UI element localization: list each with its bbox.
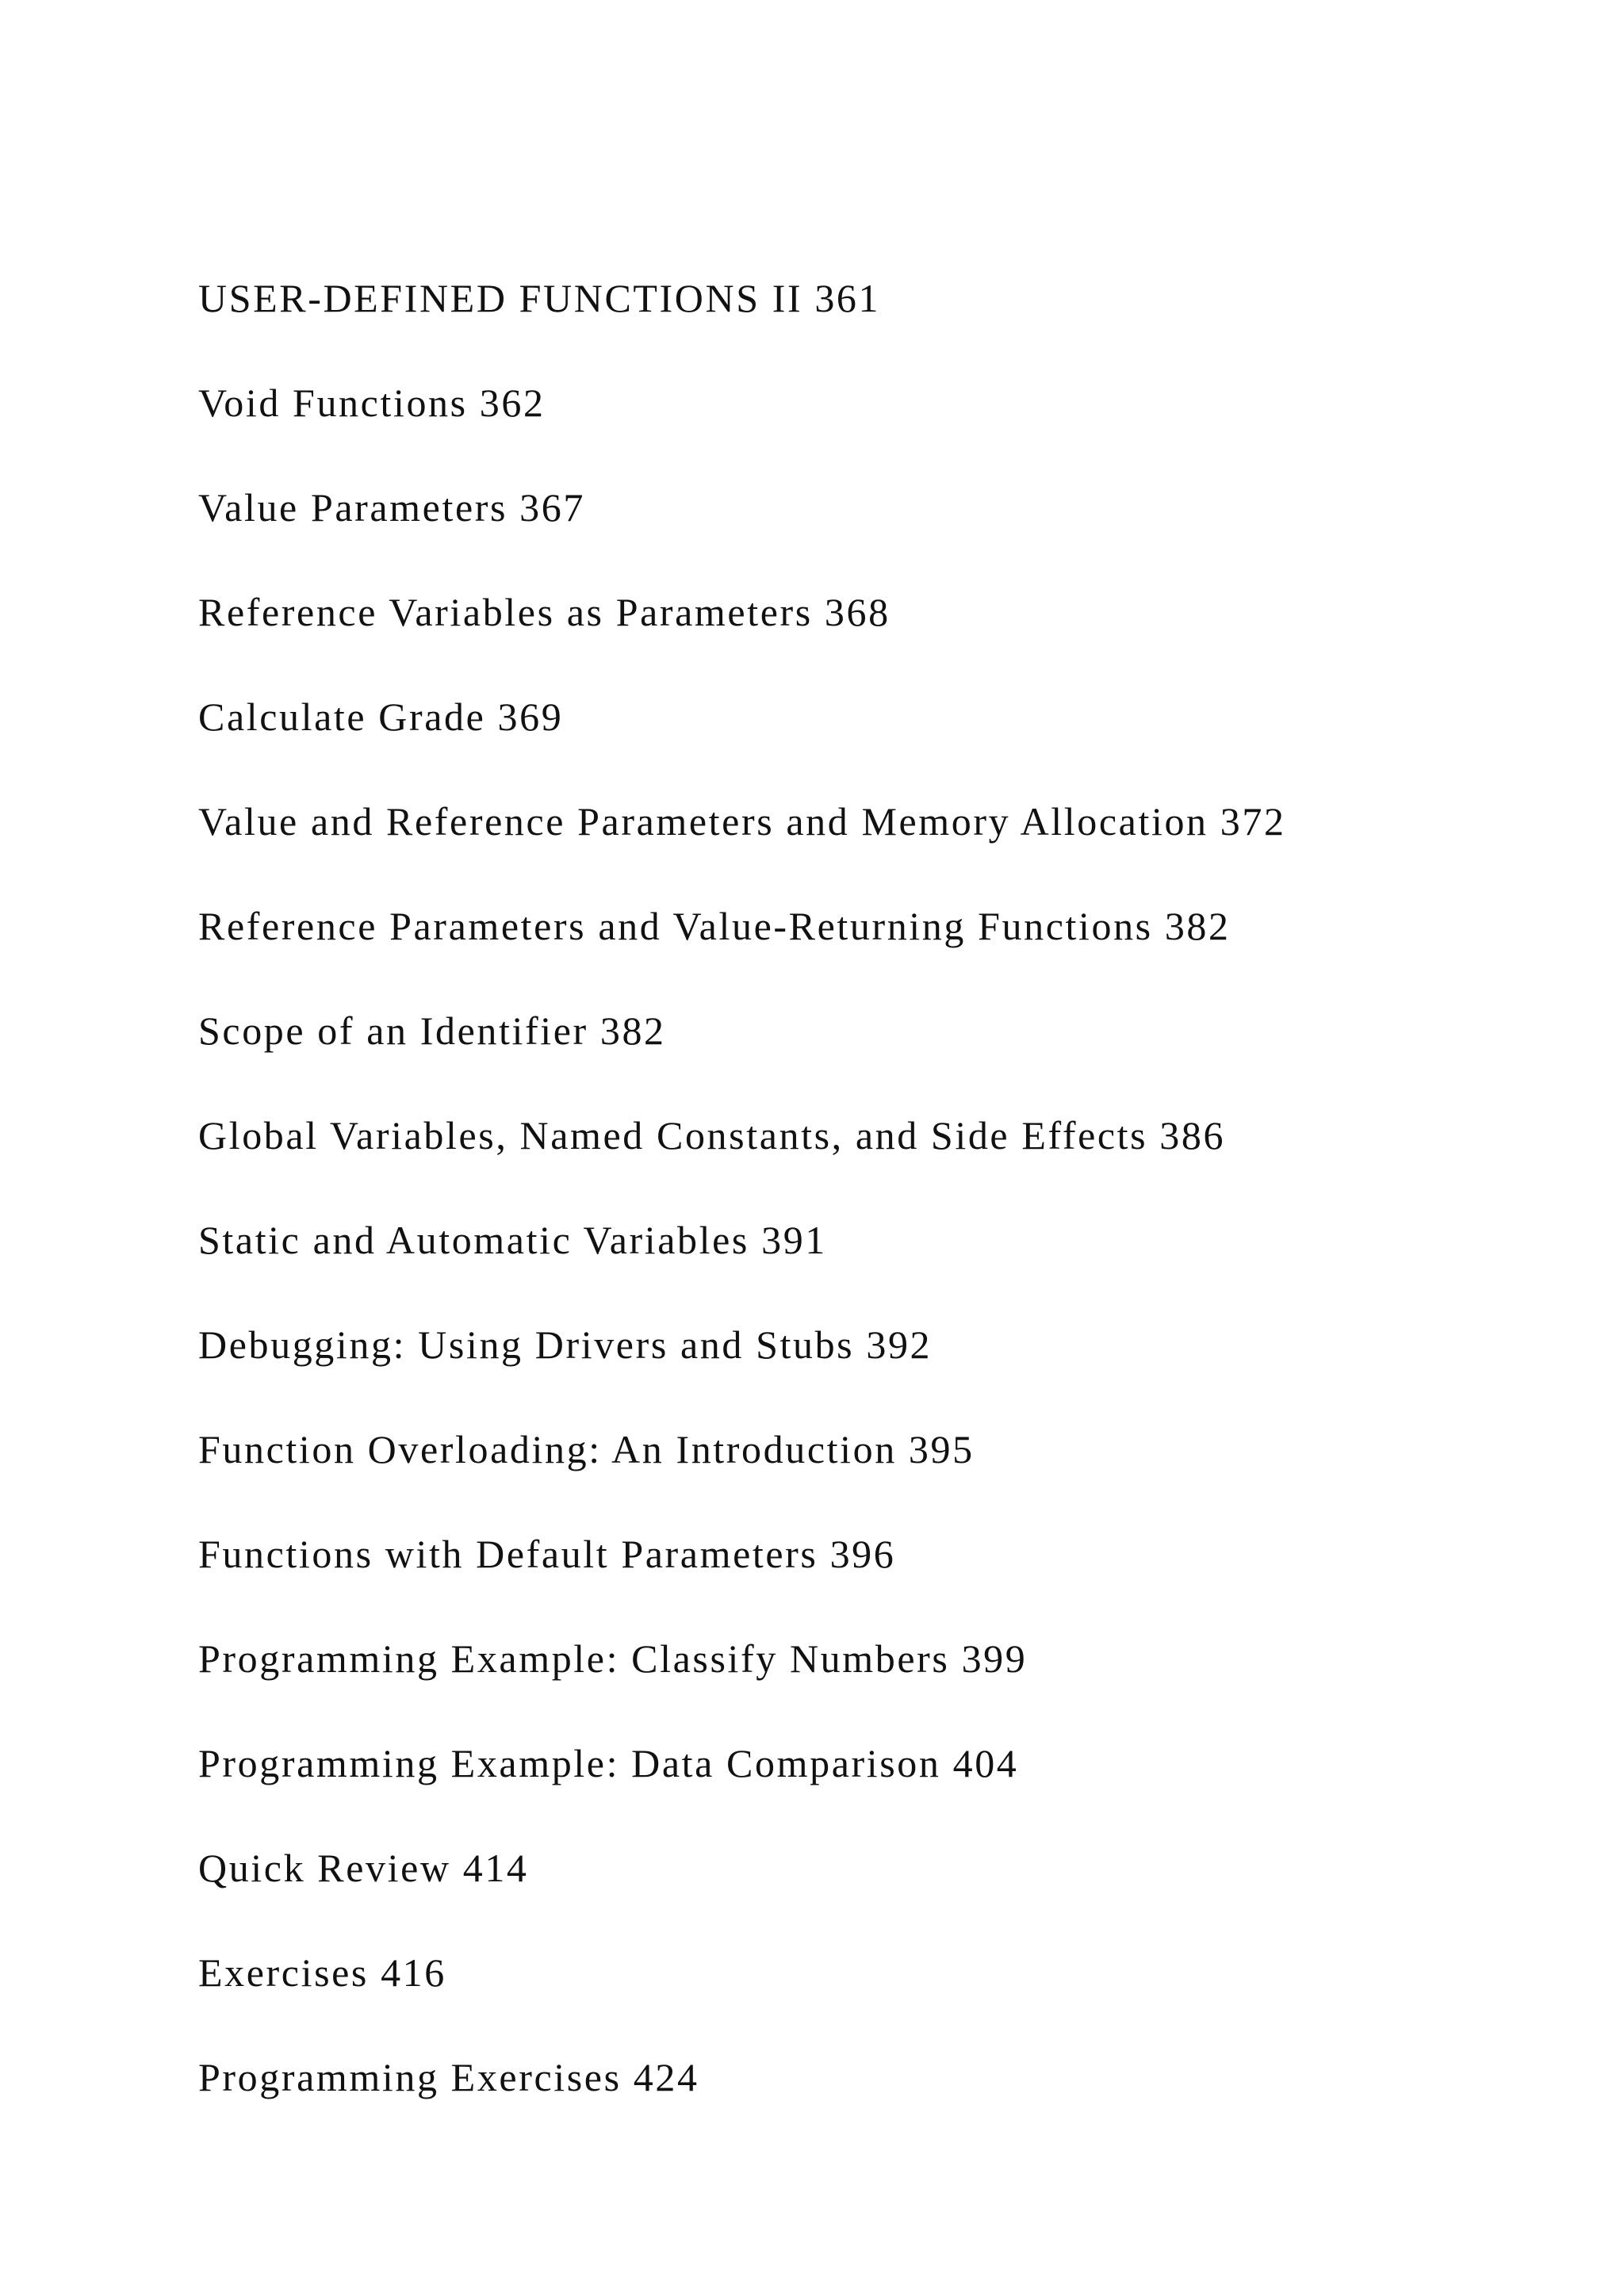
toc-entry: Calculate Grade 369 xyxy=(198,695,564,739)
toc-entry: Global Variables, Named Constants, and Side Effects 386 xyxy=(198,1113,1226,1158)
toc-chapter-heading: USER-DEFINED FUNCTIONS II 361 xyxy=(198,276,881,320)
toc-entry: Reference Variables as Parameters 368 xyxy=(198,590,891,634)
toc-entry: Functions with Default Parameters 396 xyxy=(198,1532,896,1576)
toc-entry: Void Functions 362 xyxy=(198,381,546,425)
toc-entry: Value and Reference Parameters and Memory Allocation 372 xyxy=(198,799,1286,844)
table-of-contents xyxy=(198,246,1286,2130)
toc-entry: Programming Exercises 424 xyxy=(198,2055,699,2099)
toc-entry: Value Parameters 367 xyxy=(198,485,585,530)
toc-entry: Quick Review 414 xyxy=(198,1846,529,1890)
toc-entry: Debugging: Using Drivers and Stubs 392 xyxy=(198,1322,933,1367)
toc-entry: Static and Automatic Variables 391 xyxy=(198,1218,827,1262)
toc-entry: Exercises 416 xyxy=(198,1950,446,1995)
toc-entry: Reference Parameters and Value-Returning Functions 382 xyxy=(198,904,1231,948)
toc-entry: Function Overloading: An Introduction 395 xyxy=(198,1427,975,1471)
toc-entry: Programming Example: Data Comparison 404 xyxy=(198,1741,1019,1785)
toc-entry: Scope of an Identifier 382 xyxy=(198,1008,666,1053)
toc-entry: Programming Example: Classify Numbers 399 xyxy=(198,1636,1028,1681)
